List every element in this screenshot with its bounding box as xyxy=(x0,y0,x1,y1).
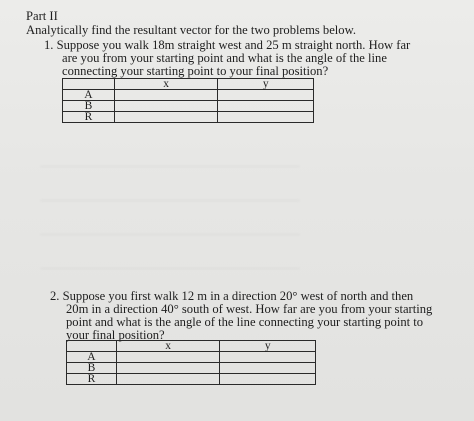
answer-cell-y[interactable] xyxy=(218,112,314,123)
table-row xyxy=(67,374,316,385)
table-row xyxy=(67,363,316,374)
problem2-line-4: your final position? xyxy=(66,328,165,342)
row-label: A xyxy=(63,90,115,101)
row-label: R xyxy=(67,374,117,385)
header-cell-y: y xyxy=(218,79,314,90)
answer-cell-y[interactable] xyxy=(218,101,314,112)
answer-cell-y[interactable] xyxy=(220,374,316,385)
instructions: Analytically find the resultant vector for the two problems below. xyxy=(26,23,357,37)
header-cell-label xyxy=(63,79,115,90)
row-label: B xyxy=(67,363,117,374)
answer-cell-x[interactable] xyxy=(116,352,220,363)
problem2-line-1: 2. Suppose you first walk 12 m in a direction 20° west of north and then xyxy=(50,289,414,303)
answer-cell-x[interactable] xyxy=(114,90,218,101)
row-label: B xyxy=(63,101,115,112)
problem1-line-2: are you from your starting point and what is the angle of the line xyxy=(62,51,387,65)
answer-cell-y[interactable] xyxy=(220,363,316,374)
answer-cell-x[interactable] xyxy=(116,374,220,385)
part-heading: Part II xyxy=(26,9,58,23)
problem1-table xyxy=(62,78,314,123)
problem2-table xyxy=(66,340,316,385)
table-row xyxy=(63,112,314,123)
answer-cell-x[interactable] xyxy=(114,101,218,112)
table-row xyxy=(63,90,314,101)
problem2-line-2: 20m in a direction 40° south of west. How far are you from your starting xyxy=(66,302,433,316)
table-header-row xyxy=(63,79,314,90)
bleed-through-marks xyxy=(40,150,300,270)
problem1-line-3: connecting your starting point to your final position? xyxy=(62,64,329,78)
answer-cell-x[interactable] xyxy=(114,112,218,123)
header-cell-label xyxy=(67,341,117,352)
header-cell-x: x xyxy=(114,79,218,90)
header-cell-y: y xyxy=(220,341,316,352)
row-label: R xyxy=(63,112,115,123)
table-row xyxy=(67,352,316,363)
header-cell-x: x xyxy=(116,341,220,352)
answer-cell-y[interactable] xyxy=(218,90,314,101)
row-label: A xyxy=(67,352,117,363)
table-header-row xyxy=(67,341,316,352)
problem2-line-3: point and what is the angle of the line connecting your starting point to xyxy=(66,315,424,329)
answer-cell-y[interactable] xyxy=(220,352,316,363)
answer-cell-x[interactable] xyxy=(116,363,220,374)
table-row xyxy=(63,101,314,112)
problem1-line-1: 1. Suppose you walk 18m straight west and 25 m straight north. How far xyxy=(44,38,411,52)
